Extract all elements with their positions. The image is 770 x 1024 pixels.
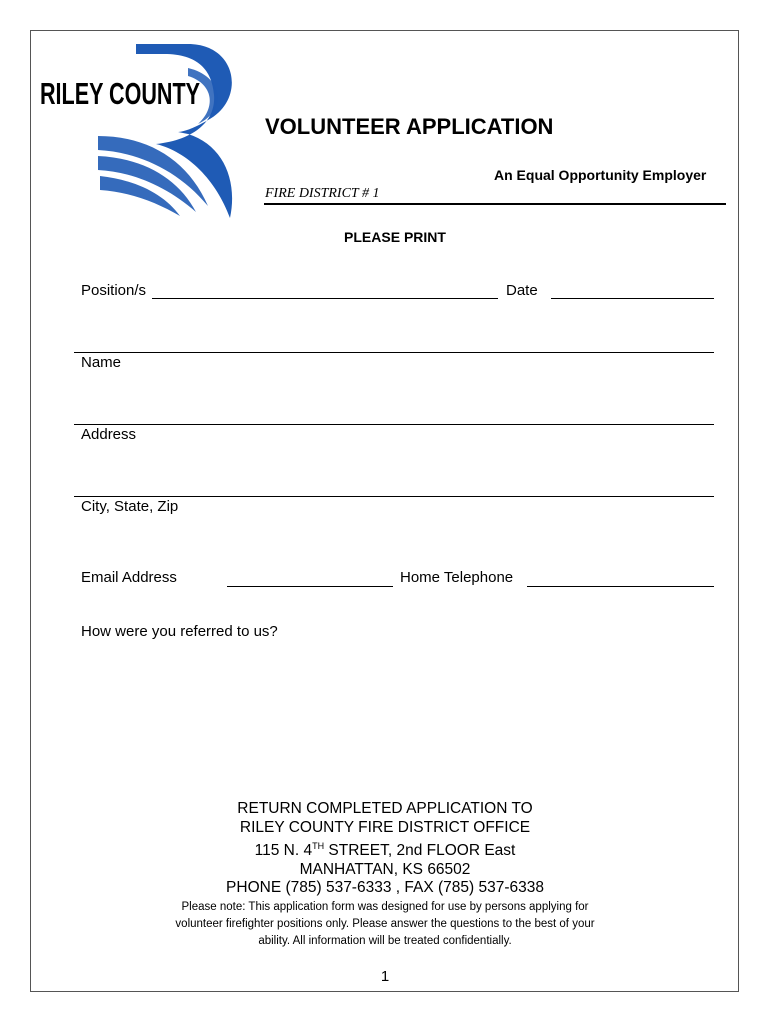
date-label: Date [506,282,538,299]
home-telephone-label: Home Telephone [400,569,514,586]
return-line-5: PHONE (785) 537-6333 , FAX (785) 537-6338 [226,879,544,897]
page-number: 1 [380,968,390,985]
fire-district-label: FIRE DISTRICT # 1 [265,186,380,201]
name-top-rule [74,352,714,353]
note-line-3: ability. All information will be treated confidentially. [258,934,512,947]
street-number: 115 N. 4 [254,842,313,860]
riley-county-logo [38,40,253,220]
street-suffix: TH [312,841,325,851]
date-input-line[interactable] [551,298,714,299]
street-name: STREET, 2nd FLOOR East [324,842,516,860]
name-label: Name [81,354,122,371]
note-line-2: volunteer firefighter positions only. Please answer the questions to the best of your [175,917,595,930]
city-top-rule[interactable] [74,496,714,497]
address-top-rule[interactable] [74,424,714,425]
return-line-3 [0,837,770,861]
email-input-line[interactable] [227,586,393,587]
return-info [0,800,770,949]
position-label: Position/s [81,282,147,299]
logo-text: RILEY COUNTY [40,76,201,111]
equal-opportunity-text: An Equal Opportunity Employer [494,167,707,183]
header-rule [264,203,726,205]
please-print-label: PLEASE PRINT [344,229,446,245]
email-label: Email Address [81,569,177,586]
note-line-1: Please note: This application form was designed for use by persons applying for [181,900,589,913]
position-input-line[interactable] [152,298,498,299]
address-label: Address [81,426,137,443]
city-state-zip-label: City, State, Zip [81,498,179,515]
referred-label: How were you referred to us? [81,623,278,640]
form-title: VOLUNTEER APPLICATION [265,114,554,139]
return-line-1: RETURN COMPLETED APPLICATION TO [237,800,533,817]
return-line-2: RILEY COUNTY FIRE DISTRICT OFFICE [239,818,531,836]
return-line-4: MANHATTAN, KS 66502 [299,860,471,878]
home-telephone-input-line[interactable] [527,586,714,587]
